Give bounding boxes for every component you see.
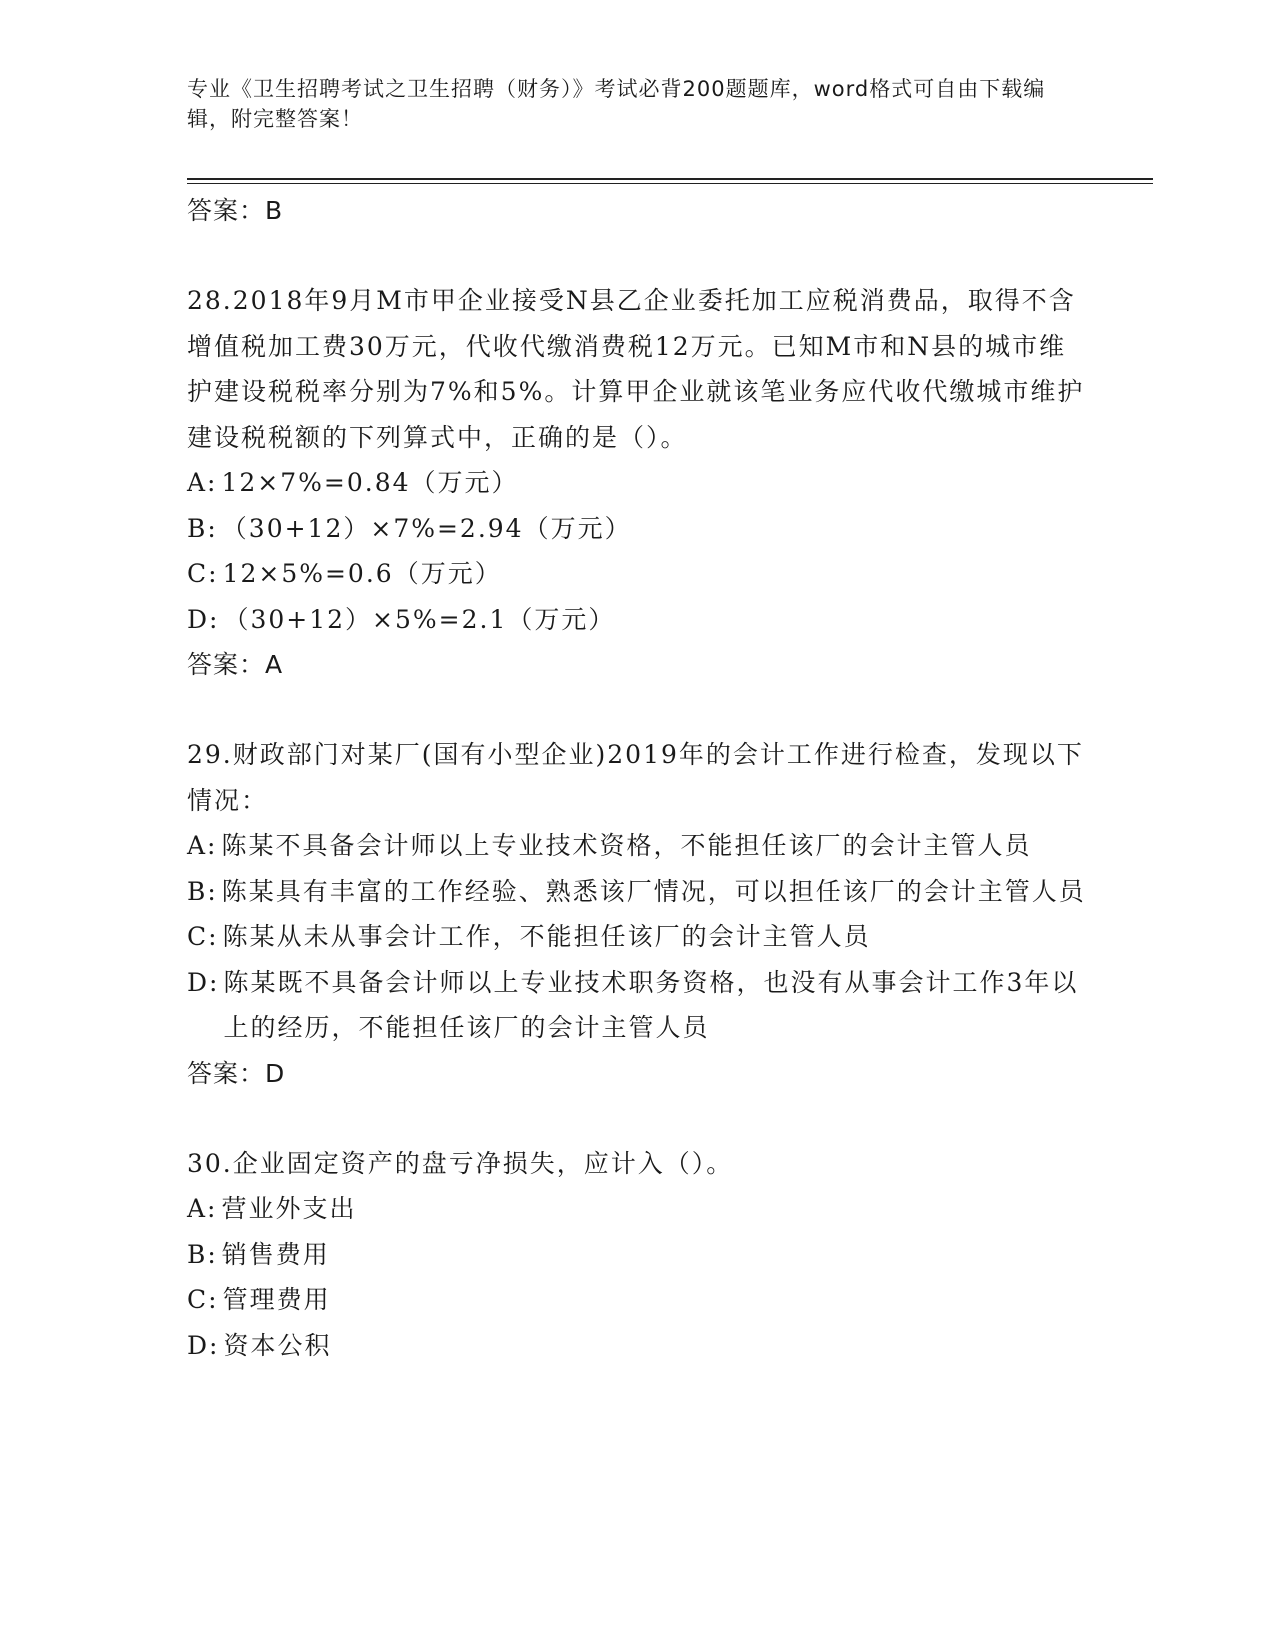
option-d: [187, 960, 1087, 1051]
option-c: [187, 914, 1087, 960]
option-b: [187, 869, 1087, 915]
option-letter: C:: [187, 559, 219, 588]
option-text: 资本公积: [223, 1330, 332, 1360]
option-text: 陈某具有丰富的工作经验、熟悉该厂情况，可以担任该厂的会计主管人员: [221, 876, 1086, 906]
option-a: [187, 823, 1087, 869]
option-letter: D:: [187, 967, 220, 997]
question-30: [187, 1141, 1087, 1369]
option-letter: C:: [187, 922, 219, 951]
option-letter: A:: [187, 468, 218, 497]
option-text: 陈某不具备会计师以上专业技术资格，不能担任该厂的会计主管人员: [221, 831, 1032, 860]
option-text: 营业外支出: [221, 1194, 357, 1223]
option-a: [187, 1186, 1087, 1232]
option-text: 12×5%=0.6（万元）: [222, 559, 502, 588]
option-a: [187, 460, 1087, 506]
option-text: 管理费用: [222, 1285, 331, 1314]
option-text: 12×7%=0.84（万元）: [221, 468, 519, 497]
option-letter: D:: [187, 1330, 220, 1360]
question-29: [187, 732, 1087, 1097]
option-c: [187, 551, 1087, 597]
header-divider: [187, 178, 1153, 180]
answer-line: 答案：D: [187, 1058, 286, 1088]
question-stem: 28.2018年9月M市甲企业接受N县乙企业委托加工应税消费品，取得不含增值税加工费30万元，代收代缴消费税12万元。已知M市和N县的城市维护建设税税率分别为7%和5%。计算甲企业就该笔业务应代收代缴城市维护建设税税额的下列算式中，正确的是（）。: [187, 286, 1085, 452]
option-d: [187, 597, 1087, 643]
option-letter: B:: [187, 1239, 218, 1269]
option-letter: D:: [187, 604, 220, 634]
option-text: 陈某既不具备会计师以上专业技术职务资格，也没有从事会计工作3年以上的经历，不能担任该厂的会计主管人员: [223, 967, 1079, 1042]
option-d: [187, 1323, 1087, 1369]
option-letter: B:: [187, 513, 218, 543]
page-header: 专业《卫生招聘考试之卫生招聘（财务）》考试必背200题题库，word格式可自由下载编辑，附完整答案！: [187, 77, 1046, 131]
option-letter: B:: [187, 876, 218, 906]
option-c: [187, 1277, 1087, 1323]
option-letter: A:: [187, 831, 218, 860]
option-text: （30+12）×5%=2.1（万元）: [223, 604, 616, 634]
option-letter: A:: [187, 1194, 218, 1223]
answer-line: 答案：B: [187, 196, 284, 225]
option-b: [187, 506, 1087, 552]
option-letter: C:: [187, 1285, 219, 1314]
option-text: （30+12）×7%=2.94（万元）: [221, 513, 632, 543]
document-body: [187, 188, 1087, 1368]
option-text: 陈某从未从事会计工作，不能担任该厂的会计主管人员: [222, 922, 871, 951]
question-28: [187, 278, 1087, 688]
question-stem: 30.企业固定资产的盘亏净损失，应计入（）。: [187, 1148, 734, 1178]
option-b: [187, 1232, 1087, 1278]
option-text: 销售费用: [221, 1239, 330, 1269]
answer-line: 答案：A: [187, 650, 284, 679]
header-divider-thin: [187, 183, 1153, 184]
question-stem: 29.财政部门对某厂(国有小型企业)2019年的会计工作进行检查，发现以下情况：: [187, 740, 1084, 815]
